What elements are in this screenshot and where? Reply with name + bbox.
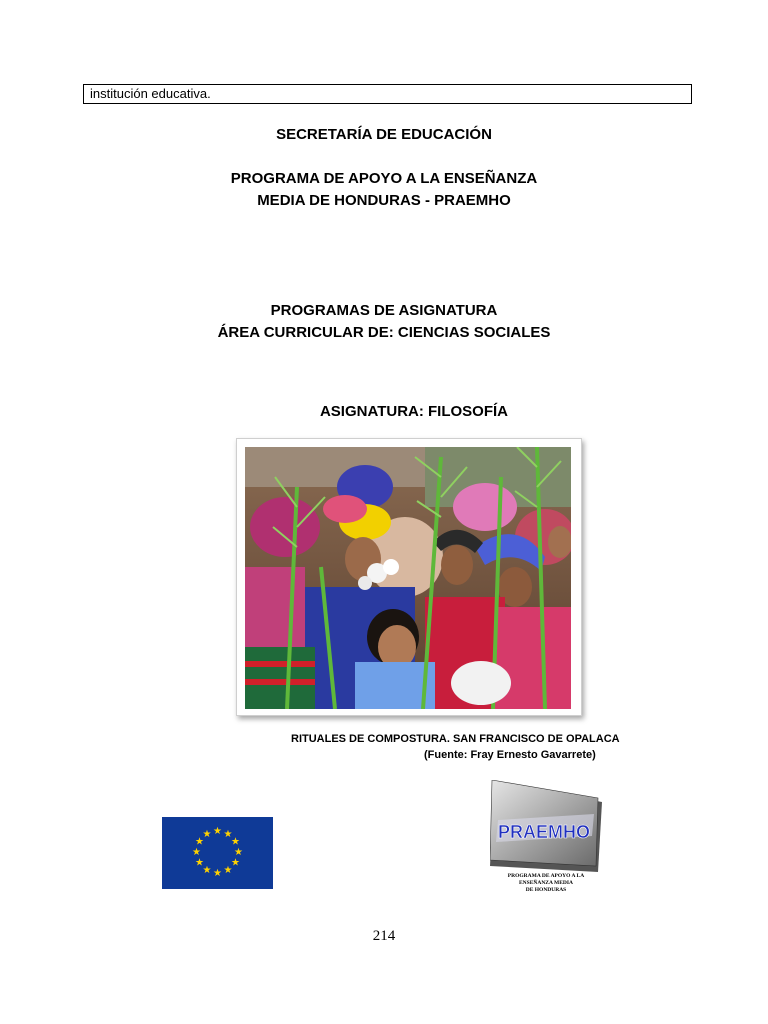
heading-asignatura: ASIGNATURA: FILOSOFÍA [319, 403, 509, 420]
svg-text:★: ★ [213, 826, 222, 837]
ritual-photo [245, 447, 571, 709]
praemho-logo-graphic [490, 780, 602, 875]
heading-programa-line2: MEDIA DE HONDURAS - PRAEMHO [257, 192, 511, 209]
photo-frame [236, 438, 582, 716]
svg-text:★: ★ [195, 857, 204, 869]
svg-text:★: ★ [231, 836, 240, 848]
page-number: 214 [372, 928, 396, 944]
svg-text:★: ★ [231, 857, 240, 869]
header-text: institución educativa. [90, 86, 211, 101]
praemho-tagline [486, 873, 606, 894]
praemho-tagline-line1: PROGRAMA DE APOYO A LA [507, 873, 585, 879]
heading-secretaria: SECRETARÍA DE EDUCACIÓN [276, 126, 492, 143]
header-text-box [83, 84, 692, 104]
eu-stars [162, 817, 273, 889]
ritual-photo-illustration [245, 447, 571, 709]
svg-text:★: ★ [192, 847, 201, 858]
heading-area-curricular: ÁREA CURRICULAR DE: CIENCIAS SOCIALES [217, 324, 551, 341]
svg-text:★: ★ [202, 829, 212, 840]
praemho-tagline-line2: ENSEÑANZA MEDIA [519, 880, 573, 886]
svg-text:★: ★ [202, 865, 212, 876]
svg-text:★: ★ [223, 865, 233, 876]
praemho-logo-text: PRAEMHO [497, 822, 591, 842]
eu-flag [162, 817, 273, 889]
praemho-tagline-line3: DE HONDURAS [525, 887, 567, 893]
svg-text:★: ★ [195, 836, 204, 848]
photo-caption: RITUALES DE COMPOSTURA. SAN FRANCISCO DE OPALACA [291, 733, 620, 745]
heading-programas-asignatura: PROGRAMAS DE ASIGNATURA [270, 302, 498, 319]
heading-programa-line1: PROGRAMA DE APOYO A LA ENSEÑANZA [230, 170, 538, 187]
svg-text:★: ★ [234, 847, 243, 858]
svg-text:★: ★ [223, 829, 233, 840]
svg-text:★: ★ [213, 868, 222, 879]
photo-source: (Fuente: Fray Ernesto Gavarrete) [424, 749, 596, 761]
